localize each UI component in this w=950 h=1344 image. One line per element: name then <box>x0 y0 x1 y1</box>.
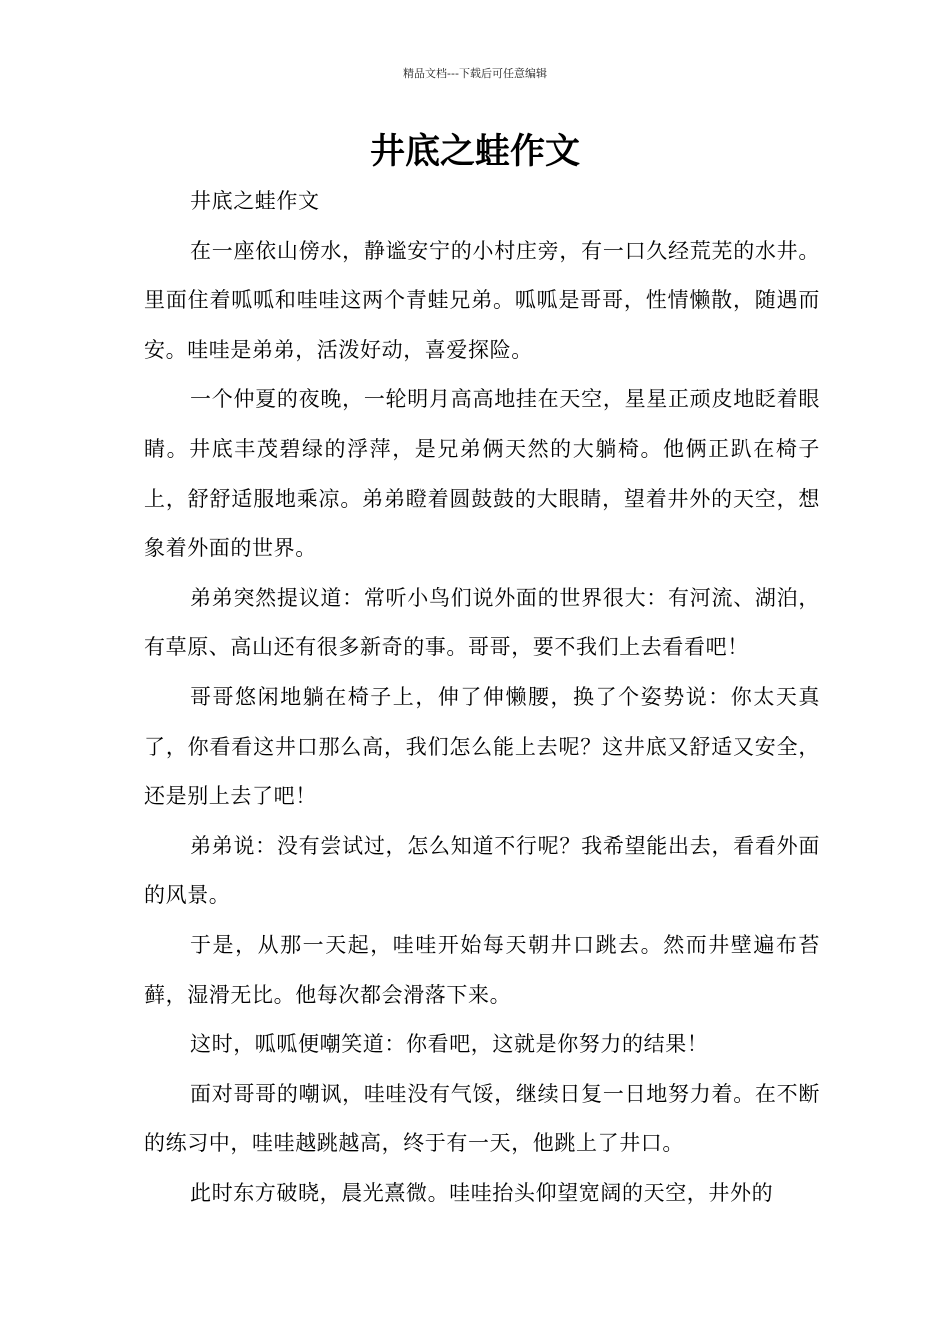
paragraph: 弟弟说：没有尝试过，怎么知道不行呢？我希望能出去，看看外面的风景。 <box>144 833 820 908</box>
paragraph: 弟弟突然提议道：常听小鸟们说外面的世界很大：有河流、湖泊，有草原、高山还有很多新奇的事。哥哥，要不我们上去看看吧！ <box>144 585 820 660</box>
paragraph: 于是，从那一天起，哇哇开始每天朝井口跳去。然而井壁遍布苔藓，湿滑无比。他每次都会滑落下来。 <box>144 932 820 1007</box>
paragraph: 面对哥哥的嘲讽，哇哇没有气馁，继续日复一日地努力着。在不断的练习中，哇哇越跳越高，终于有一天，他跳上了井口。 <box>144 1081 820 1156</box>
paragraph: 一个仲夏的夜晚，一轮明月高高地挂在天空，星星正顽皮地眨着眼睛。井底丰茂碧绿的浮萍，是兄弟俩天然的大躺椅。他俩正趴在椅子上，舒舒适服地乘凉。弟弟瞪着圆鼓鼓的大眼睛，望着井外的天空，想象着外面的世界。 <box>144 387 820 561</box>
paragraph: 这时，呱呱便嘲笑道：你看吧，这就是你努力的结果！ <box>190 1032 709 1057</box>
document-body <box>144 177 820 1218</box>
paragraph-subtitle: 井底之蛙作文 <box>190 189 320 213</box>
document-title: 井底之蛙作文 <box>369 132 580 172</box>
header-note: 精品文档---下载后可任意编辑 <box>403 67 547 80</box>
paragraph: 哥哥悠闲地躺在椅子上，伸了伸懒腰，换了个姿势说：你太天真了，你看看这井口那么高，我们怎么能上去呢？这井底又舒适又安全，还是别上去了吧！ <box>144 684 820 809</box>
paragraph: 此时东方破晓，晨光熹微。哇哇抬头仰望宽阔的天空，井外的 <box>190 1180 774 1205</box>
paragraph: 在一座依山傍水，静谧安宁的小村庄旁，有一口久经荒芜的水井。里面住着呱呱和哇哇这两个青蛙兄弟。呱呱是哥哥，性情懒散，随遇而安。哇哇是弟弟，活泼好动，喜爱探险。 <box>144 238 820 362</box>
